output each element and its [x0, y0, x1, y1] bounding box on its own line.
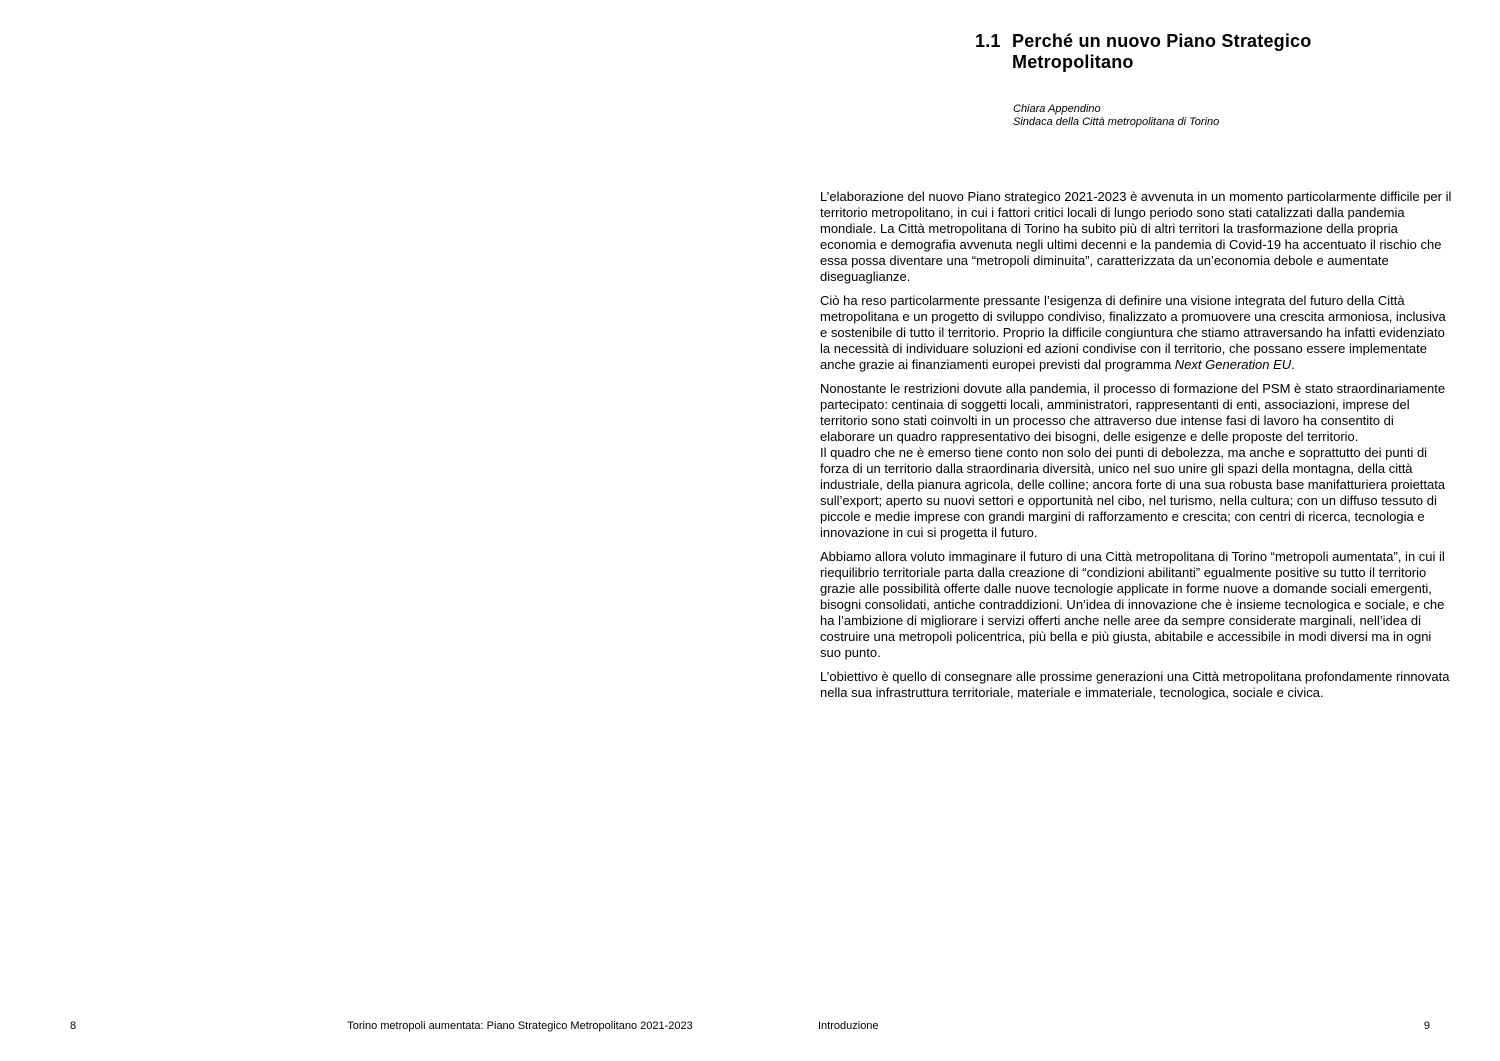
text-run: L’obiettivo è quello di consegnare alle prossime generazioni una Città metropolitana profondamente rinnovata nella sua infrastruttura territoriale, materiale e immateriale, tecnologica, sociale e civica.	[820, 669, 1450, 700]
author-block	[1013, 103, 1219, 128]
paragraph	[820, 293, 1452, 373]
paragraph	[820, 189, 1452, 285]
text-run: Il quadro che ne è emerso tiene conto non solo dei punti di debolezza, ma anche e soprattutto dei punti di forza di un territorio dalla straordinaria diversità, unico nel suo unire gli spazi della montagna, della città industriale, della pianura agricola, delle colline; ancora forte di una sua robusta base manifatturiera proiettata sull’export; aperto su nuovi settori e opportunità nel cibo, nel turismo, nella cultura; con un diffuso tessuto di piccole e medie imprese con grandi margini di rafforzamento e crescita; con centri di ricerca, tecnologia e innovazione in cui si progetta il futuro.	[820, 445, 1446, 540]
footer-book-title: Torino metropoli aumentata: Piano Strategico Metropolitano 2021-2023	[347, 1020, 693, 1032]
author-name: Chiara Appendino	[1013, 103, 1101, 115]
page-right	[750, 0, 1500, 1061]
text-run: Ciò ha reso particolarmente pressante l’esigenza di definire una visione integrata del futuro della Città metropolitana e un progetto di sviluppo condiviso, finalizzato a promuovere una crescita armoniosa, inclusiva e sostenibile di tutto il territorio. Proprio la difficile congiuntura che stiamo attraversando ha infatti evidenziato la necessità di individuare soluzioni ed azioni condivise con il territorio, che possano essere implementate anche grazie ai finanziamenti europei previsti dal programma	[820, 293, 1446, 372]
page-number-right: 9	[1423, 1020, 1430, 1032]
text-run: .	[1291, 357, 1295, 372]
section-title: Perché un nuovo Piano Strategico Metropolitano	[1012, 31, 1312, 72]
italic-text-run: Next Generation EU	[1174, 357, 1292, 372]
text-run: Abbiamo allora voluto immaginare il futuro di una Città metropolitana di Torino “metropoli aumentata”, in cui il riequilibrio territoriale parta dalla creazione di “condizioni abilitanti” egualmente positive su tutto il territorio grazie alle possibilità offerte dalle nuove tecnologie applicate in forme nuove a domande sociali emergenti, bisogni consolidati, antiche contraddizioni. Un’idea di innovazione che è insieme tecnologica e sociale, e che ha l’ambizione di migliorare i servizi offerti anche nelle aree da sempre considerate marginali, nell’idea di costruire una metropoli policentrica, più bella e più giusta, abitabile e accessibile in modi diversi ma in ogni suo punto.	[820, 549, 1445, 660]
text-run: Nonostante le restrizioni dovute alla pandemia, il processo di formazione del PSM è stato straordinariamente partecipato: centinaia di soggetti locali, amministratori, rappresentanti di enti, associazioni, imprese del territorio sono stati coinvolti in un processo che attraverso due intense fasi di lavoro ha consentito di elaborare un quadro rappresentativo dei bisogni, delle esigenze e delle proposte del territorio.	[820, 381, 1446, 444]
footer-section-label: Introduzione	[818, 1020, 879, 1032]
paragraph	[820, 549, 1452, 661]
section-number: 1.1	[975, 31, 1001, 51]
section-heading	[975, 31, 1324, 73]
author-role: Sindaca della Città metropolitana di Torino	[1013, 115, 1220, 128]
paragraph	[820, 669, 1452, 701]
text-run: L’elaborazione del nuovo Piano strategico 2021-2023 è avvenuta in un momento particolarmente difficile per il territorio metropolitano, in cui i fattori critici locali di lungo periodo sono stati catalizzati dalla pandemia mondiale. La Città metropolitana di Torino ha subito più di altri territori la trasformazione della propria economia e demografia avvenuta negli ultimi decenni e la pandemia di Covid-19 ha accentuato il rischio che essa possa diventare una “metropoli diminuita”, caratterizzata da un’economia debole e aumentate diseguaglianze.	[820, 189, 1452, 284]
paragraph	[820, 381, 1452, 541]
page-number-left: 8	[70, 1020, 77, 1032]
body-text-column	[820, 189, 1452, 709]
